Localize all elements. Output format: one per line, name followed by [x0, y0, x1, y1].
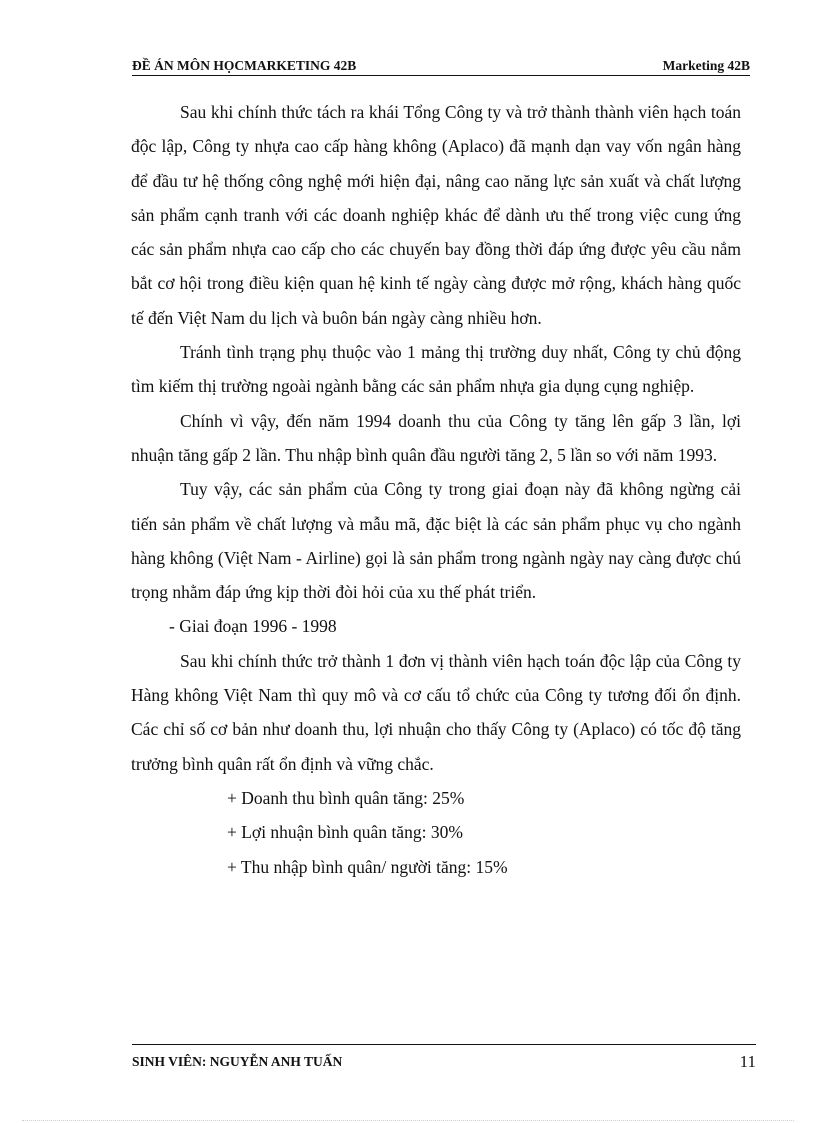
- paragraph-market-diversification: Tránh tình trạng phụ thuộc vào 1 mảng thị trường duy nhất, Công ty chủ động tìm kiếm thị trường ngoài ngành bằng các sản phẩm nhựa gia dụng cụng nghiệp.: [131, 342, 741, 397]
- growth-item-profit: + Lợi nhuận bình quân tăng: 30%: [227, 822, 463, 843]
- header-left-title: ĐỀ ÁN MÔN HỌCMARKETING 42B: [132, 58, 357, 73]
- page-edge-divider: [22, 1120, 794, 1121]
- paragraph-product-improvement: Tuy vậy, các sản phẩm của Công ty trong giai đoạn này đã không ngừng cải tiến sản phẩm về chất lượng và mẫu mã, đặc biệt là các sản phẩm phục vụ cho ngành hàng không (Việt Nam - Airline) gọi là sản phẩm trong ngành ngày nay càng được chú trọng nhằm đáp ứng kịp thời đòi hỏi của xu thế phát triển.: [131, 479, 741, 603]
- page-header: [132, 50, 750, 74]
- page-number: 11: [739, 1052, 756, 1071]
- header-right-title: Marketing 42B: [662, 58, 750, 73]
- header-rule: [132, 75, 750, 76]
- paragraph-1994-results: Chính vì vậy, đến năm 1994 doanh thu của Công ty tăng lên gấp 3 lần, lợi nhuận tăng gấp 2 lần. Thu nhập bình quân đầu người tăng 2, 5 lần so với năm 1993.: [131, 410, 741, 465]
- growth-item-revenue: + Doanh thu bình quân tăng: 25%: [227, 787, 465, 808]
- growth-item-income: + Thu nhập bình quân/ người tăng: 15%: [227, 856, 508, 877]
- period-heading: - Giai đoạn 1996 - 1998: [169, 616, 337, 637]
- paragraph-aplaco-investment: Sau khi chính thức tách ra khái Tổng Công ty và trở thành thành viên hạch toán độc lập, Công ty nhựa cao cấp hàng không (Aplaco) đã mạnh dạn vay vốn ngân hàng để đầu tư hệ thống công nghệ mới hiện đại, nâng cao năng lực sản xuất và chất lượng sản phẩm cạnh tranh với các doanh nghiệp khác để dành ưu thế trong việc cung ứng các sản phẩm nhựa cao cấp cho các chuyến bay đồng thời đáp ứng được yêu cầu nắm bắt cơ hội trong điều kiện quan hệ kinh tế ngày càng được mở rộng, khách hàng quốc tế đến Việt Nam du lịch và buôn bán ngày càng nhiều hơn.: [131, 102, 741, 328]
- page-footer: [132, 1052, 756, 1072]
- footer-student-name: SINH VIÊN: NGUYỄN ANH TUẤN: [132, 1054, 343, 1069]
- document-body: [131, 95, 741, 884]
- footer-rule: [132, 1044, 756, 1045]
- paragraph-period-1996-1998: Sau khi chính thức trở thành 1 đơn vị thành viên hạch toán độc lập của Công ty Hàng không Việt Nam thì quy mô và cơ cấu tổ chức của Công ty tương đối ổn định. Các chỉ số cơ bản như doanh thu, lợi nhuận cho thấy Công ty (Aplaco) có tốc độ tăng trưởng bình quân rất ổn định và vững chắc.: [131, 650, 741, 774]
